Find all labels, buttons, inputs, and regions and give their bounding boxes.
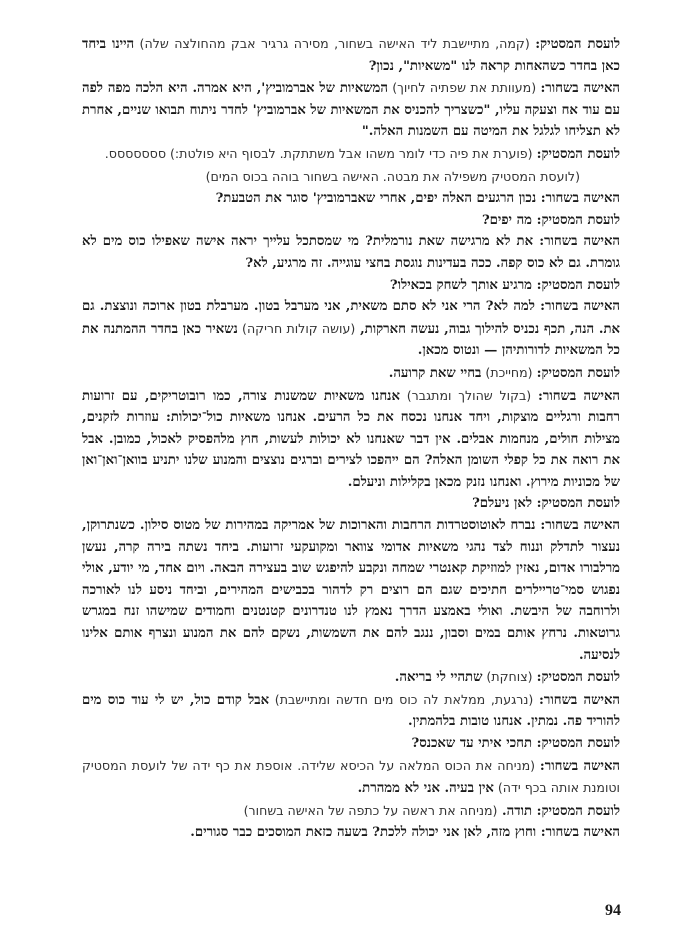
stage-direction: (לועסת המסטיק משפילה את מבטה. האישה בשחור בוהה בכוס המים) — [205, 168, 580, 184]
dialogue-line: וחוץ מזה, לאן אני יכולה ללכת? בשעה כזאת המוסכים כבר סגורים. — [190, 825, 541, 841]
dialogue-paragraph — [82, 275, 620, 297]
dialogue-line: בחיי שאת קרועה. — [388, 365, 482, 381]
dialogue-line: למה לא? הרי אני לא סתם משאית, אני מערבל בטון. מערבלת בטון ארוכה ונוצצת. גם את. הנה, תכף נכניס להילוך גבוה, נעשה חארקות, — [82, 299, 620, 337]
dialogue-paragraph — [82, 385, 620, 494]
dialogue-line: תחכי איתי עד שאכנס? — [411, 736, 537, 751]
dialogue-paragraph — [82, 77, 620, 143]
dialogue-paragraph — [82, 188, 620, 210]
speaker-name: לועסת המסטיק: — [536, 496, 620, 512]
dialogue-paragraph — [82, 362, 620, 385]
dialogue-line: שתהיי לי בריאה. — [394, 670, 483, 686]
speaker-name: לועסת המסטיק: — [536, 146, 620, 162]
dialogue-line: נשאיר כאן בחדר ההמתנה את כל המשאיות לדורותיהן — ונטוס מכאן. — [82, 321, 620, 359]
dialogue-line: היינו ביחד כאן בחדר כשהאחות קראה לנו "משאיות", נכון? — [82, 37, 620, 74]
stage-direction: (עושה קולות חריקה) — [237, 320, 356, 336]
dialogue-line: תודה. — [497, 803, 537, 819]
speaker-name: לועסת המסטיק: — [536, 365, 620, 381]
dialogue-line: לאן ניעלם? — [472, 496, 537, 512]
dialogue-paragraph — [82, 800, 620, 823]
dialogue-paragraph — [82, 666, 620, 689]
stage-direction: (מעוותת את שפתיה לחיוך) — [387, 80, 541, 96]
speaker-name: האישה בשחור: — [540, 825, 620, 841]
stage-direction: (נרגעת, ממלאת לה כוס מים חדשה ומתיישבת) — [269, 691, 540, 707]
dialogue-line: מרגיע אותך לשחק בכאילו? — [389, 277, 537, 293]
speaker-name: לועסת המסטיק: — [535, 37, 620, 52]
stage-direction: (צוחקת) — [482, 669, 537, 685]
speaker-name: לועסת המסטיק: — [536, 670, 620, 686]
dialogue-paragraph — [82, 210, 620, 232]
dialogue-line: המשאיות של אברמוביץ', היא אמרה. היא הלכה מפה לפה עם עוד אח וצעקה עליו, "כשצריך להכניס את המשאיות של אברמוביץ' לחדר ניתוח תבואו שניים, אחרת לא תצליחו לגלגל את המיטה עם השמנות האלה." — [82, 81, 620, 140]
dialogue-paragraph — [82, 755, 620, 800]
dialogue-paragraph — [82, 689, 620, 733]
dialogue-paragraph — [82, 822, 620, 844]
speaker-name: האישה בשחור: — [540, 299, 620, 315]
dialogue-paragraph — [82, 33, 620, 77]
dialogue-paragraph — [82, 493, 620, 515]
dialogue-line: אין בעיה. אני לא ממהרת. — [357, 781, 494, 797]
dialogue-paragraph — [82, 231, 620, 274]
speaker-name: האישה בשחור: — [537, 388, 620, 404]
stage-direction: (מניחה את הכוס המלאה על הכיסא שלידה. אוספת את כף ידה של לועסת המסטיק וטומנת אותה בכף ידה) — [82, 757, 620, 796]
stage-direction: (פוערת את פיה כדי לומר משהו אבל משתתקת. לבסוף היא פולטת:) ססססססס. — [104, 145, 537, 161]
speaker-name: לועסת המסטיק: — [536, 212, 620, 228]
dialogue-paragraph — [82, 166, 580, 189]
stage-direction: (בקול שהולך ומתגבר) — [399, 387, 538, 403]
dialogue-line: אנחנו משאיות שמשנות צורה, כמו רובוטריקים, עם זרועות רחבות ורגליים מוצקות, ויחד אנחנו נכסח את כל הרעים. אנחנו משאיות כול־יכולות: עוזרות לזקנים, מצילות חולים, מנחמות אבלים. אין דבר שאנחנו לא יכולות לעשות, חוץ מלהפסיק לאכול, כמובן. אבל את רואה את כל קפלי השומן האלה? הם ייהפכו לצירים וברגים נוצצים והמנוע שלנו יתניע בוואן־ואן־ואן של מכוניות מירוץ. ואנחנו נזנק מכאן בקלילות וניעלם. — [82, 388, 620, 490]
speaker-name: האישה בשחור: — [540, 81, 620, 97]
speaker-name: לועסת המסטיק: — [536, 803, 620, 819]
dialogue-line: אבל קודם כול, יש לי עוד כוס מים להוריד פה. נמתין. אנחנו טובות בלהמתין. — [82, 692, 620, 730]
dialogue-paragraph — [82, 296, 620, 362]
dialogue-line: נכון הרגעים האלה יפים, אחרי שאברמוביץ' סוגר את הטבעת? — [215, 191, 541, 207]
speaker-name: האישה בשחור: — [540, 191, 620, 207]
page-number: 94 — [605, 902, 621, 919]
speaker-name: האישה בשחור: — [539, 234, 620, 250]
stage-direction: (קמה, מתיישבת ליד האישה בשחור, מסירה גרגיר אבק מהחולצה שלה) — [134, 36, 536, 51]
dialogue-paragraph — [82, 143, 620, 166]
speaker-name: לועסת המסטיק: — [536, 277, 620, 293]
speaker-name: האישה בשחור: — [539, 758, 620, 774]
dialogue-paragraph — [82, 515, 620, 666]
speaker-name: האישה בשחור: — [539, 692, 620, 708]
play-script-page — [82, 33, 620, 844]
dialogue-line: את לא מרגישה שאת נורמלית? מי שמסתכל עלייך יראה אישה שאפילו כוס מים לא גומרת. גם לא כוס קפה. ככה בעדינות נוגסת בחצי עוגייה. זה מרגיע, לא? — [82, 234, 620, 271]
dialogue-line: נברח לאוטוסטרדות הרחבות והארוכות של אמריקה במהירות של מטוס סילון. כשנתרוקן, נעצור לתדלק וננוח לצד נהגי משאיות אדומי צוואר ומקועקעי זרועות. ביחד נשתה בירה קרה, נעשן מרלבורו אדום, נאזין למוזיקת קאנטרי שמחה ונקבע להיפגש שוב בעצירה הבאה. ויום אחד, מי יודע, אולי נפגוש סמי־טריילרים חתיכים שגם הם רוצים רק לדהור בכבישים המהירים, וביחד ניסע לנו לאורכה ולרוחבה של היבשת. ואולי באמצע הדרך נאמץ לנו טנדרונים קטנטנים וחמודים שמישהו זנח במגרש גרוטאות. נרחץ אותם במים וסבון, ננגב להם את השמשות, נשקם להם את המנוע ונצרף אותם אלינו לנסיעה. — [82, 518, 620, 663]
speaker-name: האישה בשחור: — [540, 518, 620, 534]
dialogue-line: מה יפים? — [481, 212, 537, 228]
stage-direction: (מניחה את ראשה על כתפה של האישה בשחור) — [243, 802, 498, 818]
speaker-name: לועסת המסטיק: — [536, 736, 620, 751]
dialogue-paragraph — [82, 733, 620, 755]
stage-direction: (מחייכת) — [481, 364, 537, 380]
